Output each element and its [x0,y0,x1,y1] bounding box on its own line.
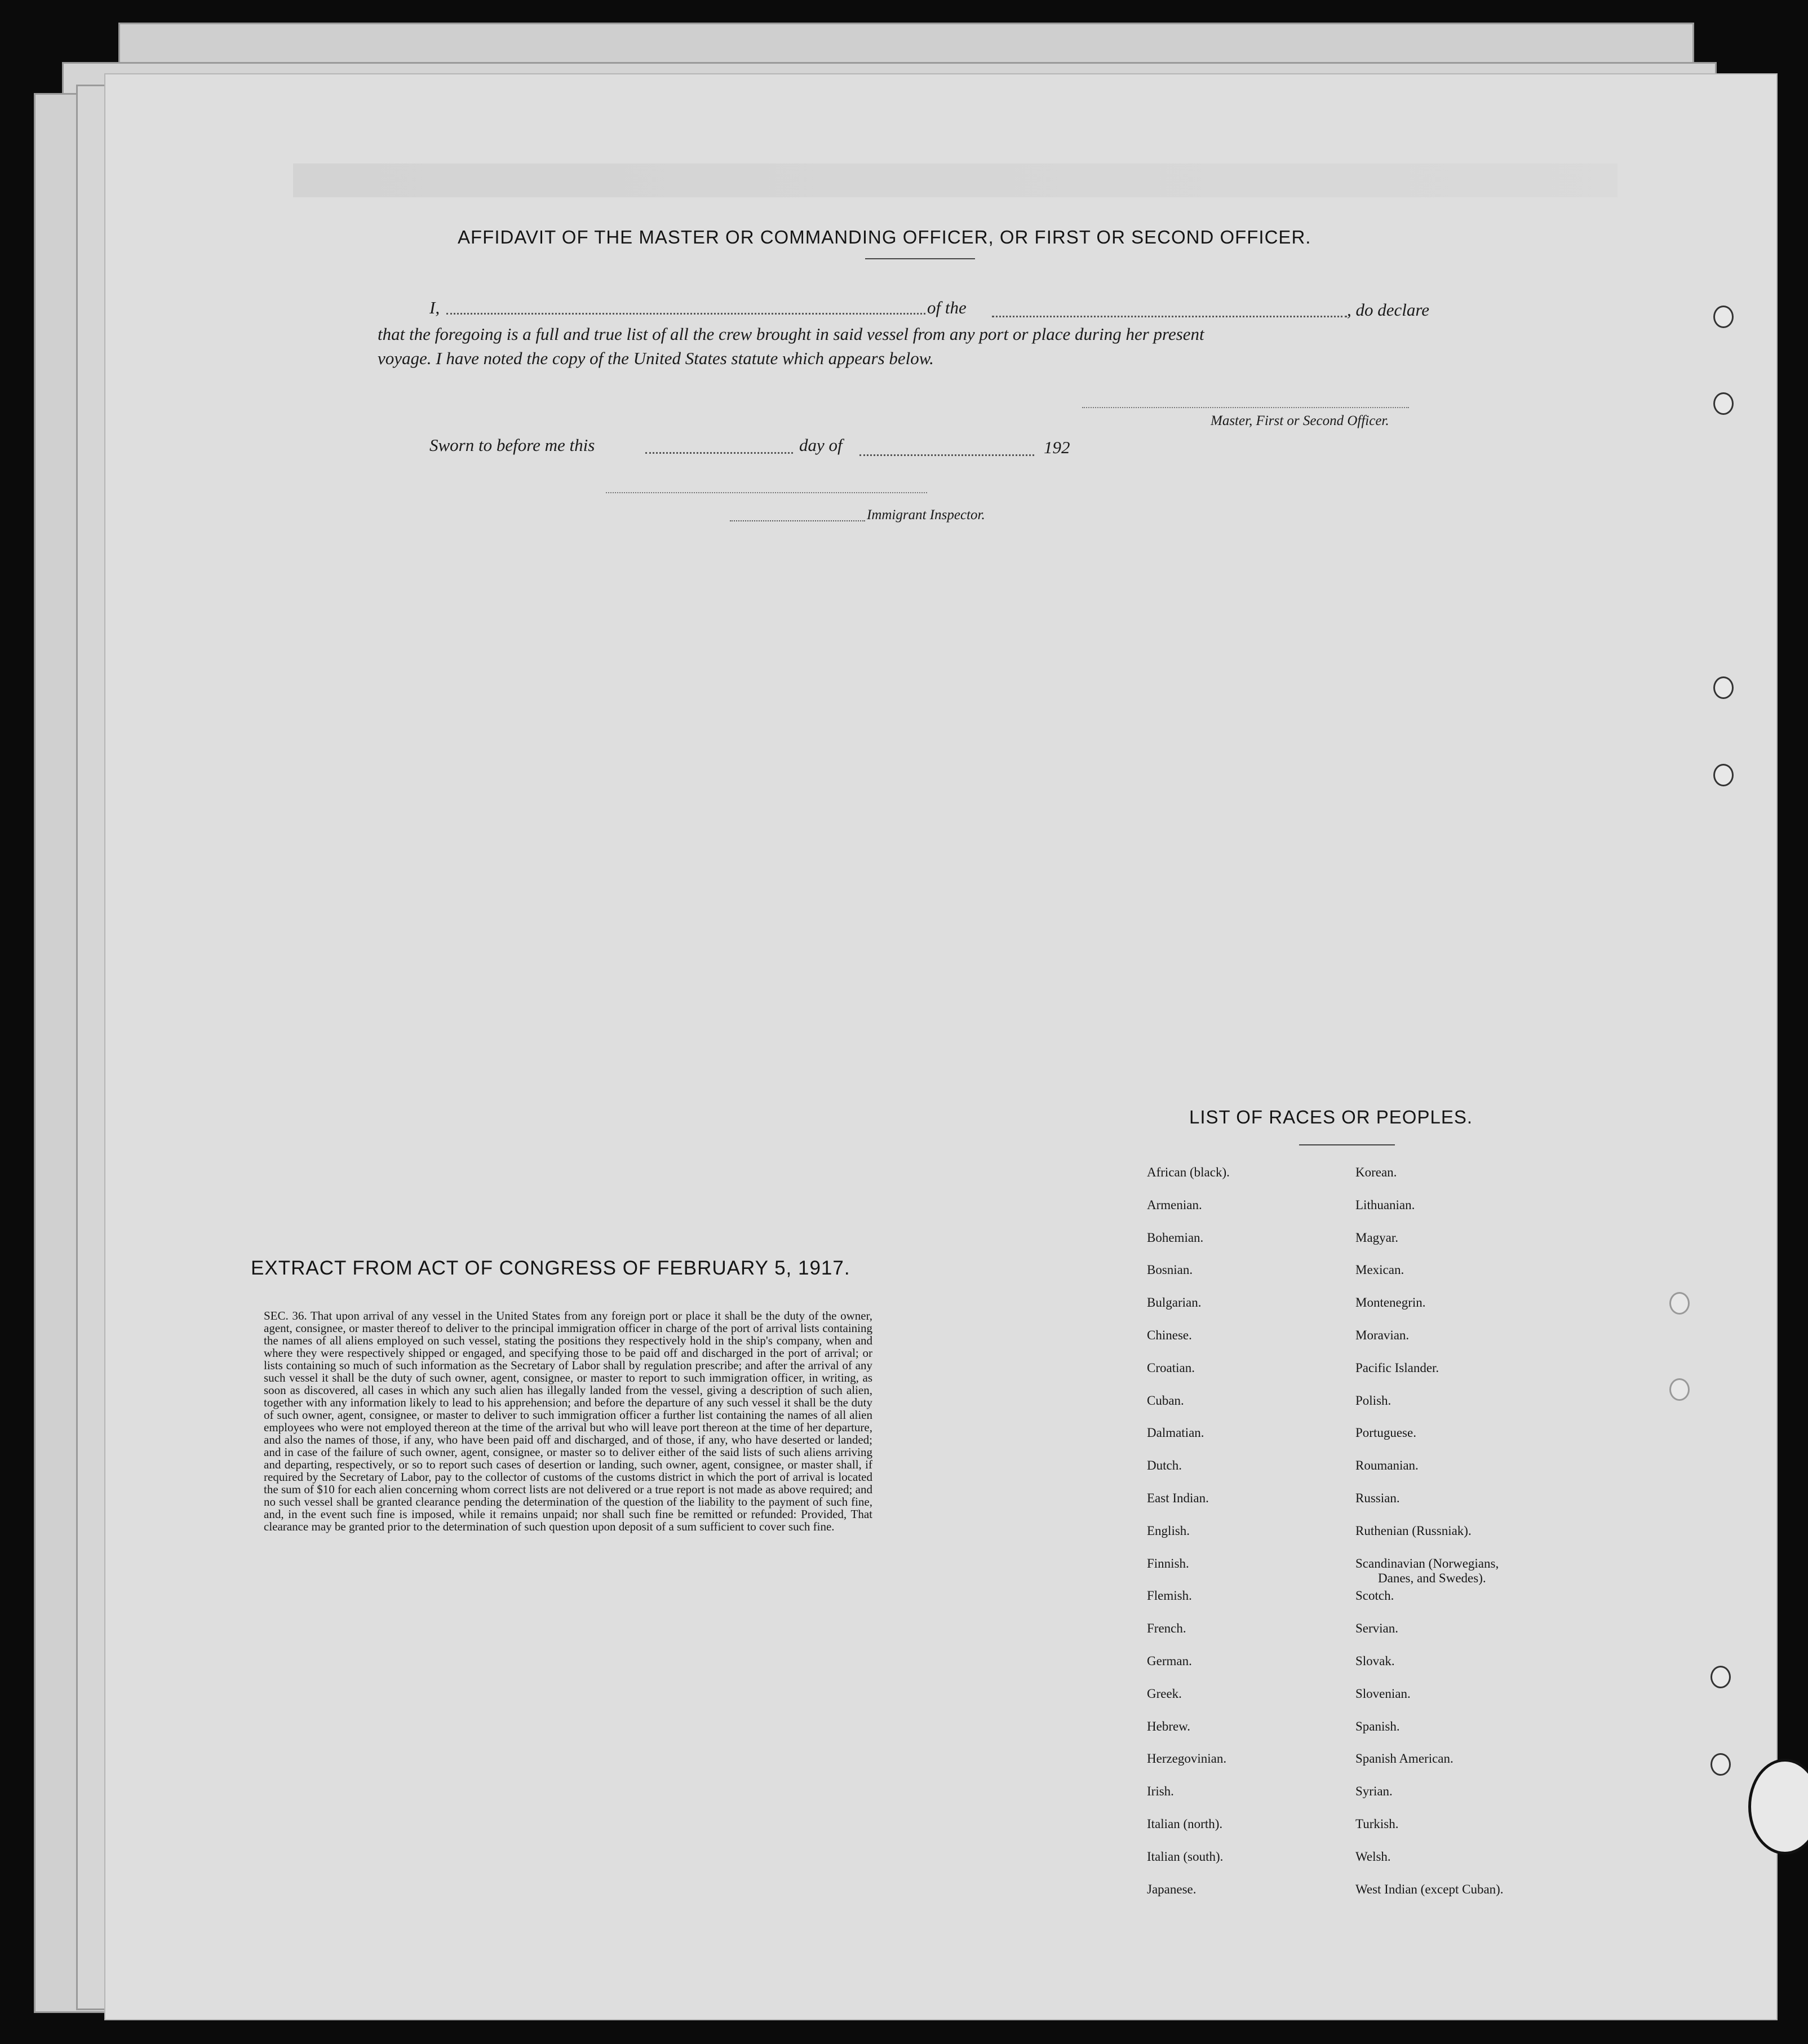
race-item: Russian. [1355,1491,1400,1505]
race-item: Slovak. [1355,1654,1395,1668]
affidavit-i-label: I, [429,298,440,317]
race-item: Pacific Islander. [1355,1360,1439,1375]
inspector-signature-line[interactable] [606,492,927,493]
race-item: Magyar. [1355,1230,1399,1245]
race-item: French. [1147,1621,1186,1636]
punch-hole [1713,306,1734,328]
race-item: German. [1147,1654,1192,1668]
race-item: Polish. [1355,1393,1392,1408]
affidavit-body-line-1: that the foregoing is a full and true list of all the crew brought in said vessel from any port or place during her present [378,324,1204,344]
race-item: Syrian. [1355,1784,1393,1799]
vessel-name-field[interactable] [992,316,1347,317]
race-item: Scotch. [1355,1589,1394,1603]
race-item: Lithuanian. [1355,1197,1415,1212]
race-item: English. [1147,1523,1190,1538]
bleed-through-text [293,163,1618,197]
punch-hole [1713,392,1734,415]
race-item: Flemish. [1147,1589,1192,1603]
race-item: Korean. [1355,1165,1397,1179]
master-signature-label: Master, First or Second Officer. [1211,413,1389,428]
race-item: Mexican. [1355,1263,1404,1277]
race-item: Irish. [1147,1784,1174,1799]
race-item: Herzegovinian. [1147,1751,1227,1766]
punch-hole [1669,1292,1690,1315]
punch-hole [1710,1666,1731,1688]
inspector-dotted-line [730,520,865,521]
race-item: Italian (north). [1147,1817,1223,1831]
race-item: Moravian. [1355,1328,1410,1342]
master-name-field[interactable] [446,313,925,315]
punch-hole [1669,1378,1690,1401]
affidavit-of-the: of the [927,298,967,317]
race-item: Hebrew. [1147,1719,1191,1733]
race-item: African (black). [1147,1165,1230,1179]
race-item: Slovenian. [1355,1686,1411,1701]
extract-body: SEC. 36. That upon arrival of any vessel in the United States from any foreign port or place it shall be the duty of the owner, agent, consignee, or master thereof to deliver to the principal immigration officer in charge of the port of arrival lists containing the names of all aliens employed on such vessel, stating the positions they respectively hold in the ship's company, when and where they were respectively shipped or engaged, and specifying those to be paid off and discharged in the port of arrival; or lists containing so much of such information as the Secretary of Labor shall by regulation prescribe; and after the arrival of any such vessel it shall be the duty of such owner, agent, consignee, or master to report to such immigration officer, in writing, as soon as discovered, all cases in which any such alien has illegally landed from the vessel, giving a description of such alien, together with any information likely to lead to his apprehension; and before the departure of any such vessel it shall be the duty of such owner, agent, consignee, or master to deliver to such immigration officer a further list containing the names of all alien employees who were not employed thereon at the time of the arrival but who will leave port thereon at the time of her departure, and also the names of those, if any, who have been paid off and discharged, and of those, if any, who have deserted or landed; and in case of the failure of such owner, agent, consignee, or master so to deliver either of the said lists of such aliens arriving and departing, respectively, or so to report such cases of desertion or landing, such owner, agent, consignee, or master shall, if required by the Secretary of Labor, pay to the collector of customs of the customs district in which the port of arrival is located the sum of $10 for each alien concerning whom correct lists are not delivered or a true report is not made as above required; and no such vessel shall be granted clearance pending the determination of the question of the liability to the payment of such fine, and, in the event such fine is imposed, while it remains unpaid; nor shall such fine be remitted or refunded: Provided, That clearance may be granted prior to the determination of such question upon deposit of a sum sufficient to cover such fine. [264,1309,872,1533]
race-item: Scandinavian (Norwegians, [1355,1556,1499,1570]
race-item: Spanish American. [1355,1751,1454,1766]
race-item: Japanese. [1147,1882,1197,1896]
race-item: Montenegrin. [1355,1295,1426,1310]
race-item: East Indian. [1147,1491,1209,1505]
race-item: West Indian (except Cuban). [1355,1882,1504,1896]
inspector-label: Immigrant Inspector. [867,507,985,523]
affidavit-do-declare: , do declare [1347,300,1430,320]
affidavit-body-line-2: voyage. I have noted the copy of the United States statute which appears below. [378,348,934,368]
affidavit-title-rule [865,258,975,259]
race-item: Servian. [1355,1621,1399,1636]
races-title-rule [1299,1144,1395,1145]
race-item: Dutch. [1147,1458,1182,1473]
race-item: Croatian. [1147,1360,1195,1375]
race-item: Danes, and Swedes). [1378,1570,1486,1585]
extract-title: EXTRACT FROM ACT OF CONGRESS OF FEBRUARY 5, 1917. [251,1257,850,1279]
races-title: LIST OF RACES OR PEOPLES. [1189,1107,1473,1127]
master-signature-line[interactable] [1082,407,1409,408]
sworn-year: 192 [1044,437,1070,457]
race-item: Turkish. [1355,1817,1399,1831]
race-item: Chinese. [1147,1328,1192,1342]
race-item: Ruthenian (Russniak). [1355,1523,1472,1538]
document-page [104,73,1778,2020]
race-item: Finnish. [1147,1556,1189,1570]
race-item: Greek. [1147,1686,1182,1701]
sworn-day-of: day of [799,435,843,455]
punch-hole [1713,764,1734,786]
sworn-month-field[interactable] [859,454,1034,456]
race-item: Armenian. [1147,1197,1202,1212]
race-item: Spanish. [1355,1719,1400,1733]
race-item: Roumanian. [1355,1458,1419,1473]
punch-hole [1713,676,1734,699]
race-item: Bulgarian. [1147,1295,1202,1310]
race-item: Italian (south). [1147,1849,1224,1864]
affidavit-title: AFFIDAVIT OF THE MASTER OR COMMANDING OFFICER, OR FIRST OR SECOND OFFICER. [458,227,1311,247]
race-item: Welsh. [1355,1849,1391,1864]
race-item: Portuguese. [1355,1426,1416,1440]
race-item: Bosnian. [1147,1263,1193,1277]
race-item: Dalmatian. [1147,1426,1204,1440]
race-item: Bohemian. [1147,1230,1204,1245]
sworn-label: Sworn to before me this [429,435,595,455]
punch-hole [1710,1753,1731,1776]
race-item: Cuban. [1147,1393,1184,1408]
sworn-day-field[interactable] [645,452,793,454]
